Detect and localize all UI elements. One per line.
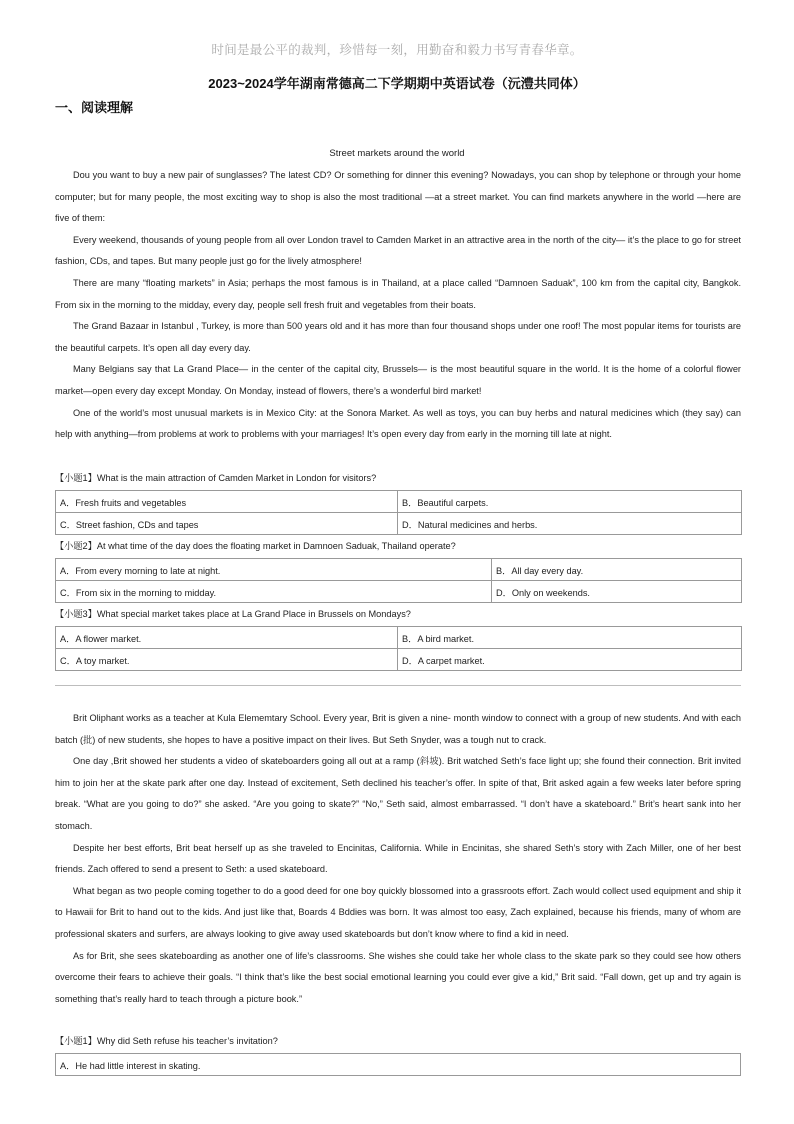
option-a[interactable]: A．A flower market. [56,627,398,649]
option-c[interactable]: C．From six in the morning to midday. [56,581,492,603]
option-c[interactable]: C．A toy market. [56,649,398,671]
paragraph: One day ,Brit showed her students a video of skateboarders going all out at a ramp (斜坡). Brit watched Seth’s face light up; she found their connection. Brit invited him to join her at the skate park after one day. Instead of excitement, Seth declined his teacher’s offer. In spite of that, Brit asked again a few weeks later before spring break. “What are you going to do?” she asked. “Are you going to skate?” “No,” Seth said, almost embarrassed. “I don’t have a skateboard.” Brit’s heart sank into her stomach. [55,756,741,831]
paragraph: Brit Oliphant works as a teacher at Kula Elememtary School. Every year, Brit is given a nine- month window to connect with a group of new students. And with each batch (批) of new students, she hopes to have a positive impact on their lives. But Seth Snyder, was a tough nut to crack. [55,713,741,745]
option-d[interactable]: D．A carpet market. [398,649,742,671]
passage-title: Street markets around the world [329,148,465,159]
paragraph: One of the world’s most unusual markets is in Mexico City: at the Sonora Market. As well as toys, you can buy herbs and natural medicines which (they say) can help with anything—from problems at work to problems with your marriages! It’s open every day from early in the morning till late at night. [55,407,741,440]
options-table [55,1053,741,1076]
exam-title: 2023~2024学年湖南常德高二下学期期中英语试卷（沅澧共同体） [208,76,586,91]
question-stem: 【小题1】What is the main attraction of Camden Market in London for visitors? [55,473,377,483]
option-d[interactable]: D．Natural medicines and herbs. [398,513,742,535]
option-a[interactable]: A．He had little interest in skating. [56,1054,741,1076]
option-d[interactable]: D．Only on weekends. [492,581,742,603]
option-a[interactable]: A．Fresh fruits and vegetables [56,491,398,513]
section-divider [55,685,741,686]
watermark: 时间是最公平的裁判，珍惜每一刻，用勤奋和毅力书写青春华章。 [211,43,583,57]
question-stem: 【小题3】What special market takes place at La Grand Place in Brussels on Mondays? [55,609,411,619]
option-b[interactable]: B．A bird market. [398,627,742,649]
paragraph: What began as two people coming together to do a good deed for one boy quickly blossomed into a grassroots effort. Zach would collect used equipment and ship it to Hawaii for Brit to hand out to the kids. And just like that, Boards 4 Bddies was born. It was almost too easy, Zach explained, because his friends, many of whom are professional skaters and surfers, are always looking to give away used skateboards but don’t know where to find a kid in need. [55,885,741,939]
paragraph: There are many “floating markets” in Asia; perhaps the most famous is in Thailand, at a place called “Damnoen Saduak”, 100 km from the capital city, Bangkok. From six in the morning to the midday, every day, people sell fresh fruit and vegetables from their boats. [55,277,741,310]
paragraph: Every weekend, thousands of young people from all over London travel to Camden Market in an attractive area in the north of the city— it’s the place to go for street fashion, CDs, and tapes. But many people just go for the lively atmosphere! [55,234,741,267]
option-b[interactable]: B．All day every day. [492,559,742,581]
option-c[interactable]: C．Street fashion, CDs and tapes [56,513,398,535]
passage-2-questions [55,1030,741,1076]
passage-1 [55,165,741,446]
paragraph: As for Brit, she sees skateboarding as another one of life’s classrooms. She wishes she could take her whole class to the skate park so they could see how others overcome their fears to achieve their goals. “I think that’s like the best social emotional learning you could ever give a kid,” Brit said. “Fall down, get up and try again is something that’s really hard to teach through a picture book.” [55,950,741,1004]
option-a[interactable]: A．From every morning to late at night. [56,559,492,581]
question-stem: 【小题1】Why did Seth refuse his teacher’s invitation? [55,1036,278,1046]
passage-2 [55,708,741,1010]
options-table [55,626,742,671]
question-stem: 【小题2】At what time of the day does the floating market in Damnoen Saduak, Thailand operate? [55,541,456,551]
options-table [55,558,742,603]
section-title: 一、阅读理解 [55,100,134,115]
passage-1-questions [55,467,741,671]
paragraph: Despite her best efforts, Brit beat herself up as she traveled to Encinitas, California. While in Encinitas, she shared Seth’s story with Zach Miller, one of her best friends. Zach offered to send a present to Seth: a used skateboard. [55,842,741,875]
paragraph: Dou you want to buy a new pair of sunglasses? The latest CD? Or something for dinner this evening? Nowadays, you can shop by telephone or through your home computer; but for many people, the most exciting way to shop is also the most traditional —at a street market. You can find markets anywhere in the world —here are five of them: [55,170,741,224]
paragraph: Many Belgians say that La Grand Place— in the center of the capital city, Brussels— is the most beautiful square in the world. It is the home of a colorful flower market—open every day except Monday. On Monday, instead of flowers, there’s a wonderful bird market! [55,364,741,396]
paragraph: The Grand Bazaar in Istanbul , Turkey, is more than 500 years old and it has more than four thousand shops under one roof! The most popular items for tourists are the beautiful carpets. It’s open all day every day. [55,321,741,353]
option-b[interactable]: B．Beautiful carpets. [398,491,742,513]
options-table [55,490,742,535]
